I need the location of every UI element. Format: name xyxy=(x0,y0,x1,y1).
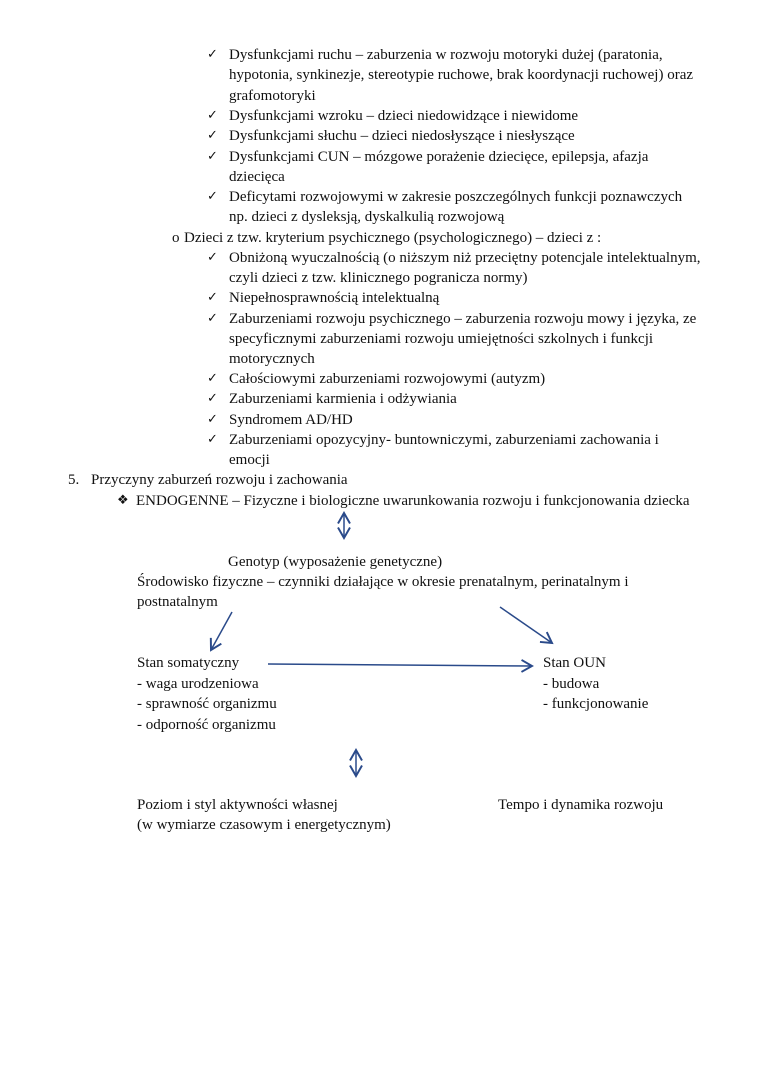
section-number: 5. xyxy=(68,472,80,488)
list-item-line: specyficznymi zaburzeniami rozwoju umiejętności szkolnych i funkcji xyxy=(229,330,654,347)
check-icon: ✓ xyxy=(207,47,218,62)
srodowisko-line: Środowisko fizyczne – czynniki działające w okresie prenatalnym, perinatalnym i xyxy=(137,574,629,590)
check-icon: ✓ xyxy=(207,148,218,164)
list-item-line: Zaburzeniami karmienia i odżywiania xyxy=(229,391,457,408)
genotyp-label: Genotyp (wyposażenie genetyczne) xyxy=(228,554,443,570)
check-icon: ✓ xyxy=(207,290,218,306)
oun-line: Stan OUN xyxy=(543,655,606,671)
srodowisko-line: postnatalnym xyxy=(137,594,218,610)
arrow-somatyczny-oun xyxy=(268,664,532,666)
list-item-line: Całościowymi zaburzeniami rozwojowymi (autyzm) xyxy=(229,371,546,388)
somatyczny-line: - sprawność organizmu xyxy=(137,696,277,712)
list-item-line: Dysfunkcjami ruchu – zaburzenia w rozwoju motoryki dużej (paratonia, xyxy=(229,47,663,63)
list-item-line: czyli dzieci z tzw. klinicznego pogranicza normy) xyxy=(229,270,528,287)
arrow-to-oun xyxy=(500,607,552,643)
tempo-label: Tempo i dynamika rozwoju xyxy=(498,797,664,813)
check-icon: ✓ xyxy=(207,310,218,326)
list-item-line: grafomotoryki xyxy=(229,87,316,104)
check-icon: ✓ xyxy=(207,411,218,427)
oun-line: - funkcjonowanie xyxy=(543,696,649,712)
poziom-line: (w wymiarze czasowym i energetycznym) xyxy=(137,817,391,833)
list-item-line: Deficytami rozwojowymi w zakresie poszczególnych funkcji poznawczych xyxy=(229,189,683,206)
check-icon: ✓ xyxy=(207,189,218,205)
endogenne-heading: ENDOGENNE – Fizyczne i biologiczne uwarunkowania rozwoju i funkcjonowania dziecka xyxy=(136,493,690,509)
list-item-line: Obniżoną wyuczalnością (o niższym niż przeciętny potencjale intelektualnym, xyxy=(229,250,701,266)
check-icon: ✓ xyxy=(207,250,218,265)
check-icon: ✓ xyxy=(207,371,218,387)
list-item-line: Dysfunkcjami CUN – mózgowe porażenie dziecięce, epilepsja, afazja xyxy=(229,148,649,165)
check-icon: ✓ xyxy=(207,391,218,407)
list-item-line: Dysfunkcjami słuchu – dzieci niedosłyszące i niesłyszące xyxy=(229,128,575,145)
somatyczny-line: Stan somatyczny xyxy=(137,655,240,671)
section-title: Przyczyny zaburzeń rozwoju i zachowania xyxy=(91,472,348,488)
check-icon: ✓ xyxy=(207,128,218,144)
oun-line: - budowa xyxy=(543,675,600,692)
list-item-line: np. dzieci z dysleksją, dyskalkulią rozwojową xyxy=(229,209,505,226)
sub-heading: Dzieci z tzw. kryterium psychicznego (psychologicznego) – dzieci z : xyxy=(184,229,602,246)
list-item-line: Niepełnosprawnością intelektualną xyxy=(229,290,440,307)
poziom-line: Poziom i styl aktywności własnej xyxy=(137,797,338,813)
list-item-line: motorycznych xyxy=(229,351,315,367)
list-item-line: Dysfunkcjami wzroku – dzieci niedowidzące i niewidome xyxy=(229,107,579,124)
list-item-line: Zaburzeniami rozwoju psychicznego – zaburzenia rozwoju mowy i języka, ze xyxy=(229,310,697,327)
check-icon: ✓ xyxy=(207,431,218,447)
somatyczny-line: - odporność organizmu xyxy=(137,716,276,733)
diamond-bullet-icon: ❖ xyxy=(117,493,129,508)
arrow-to-somatyczny xyxy=(211,612,232,650)
list-item-line: Syndromem AD/HD xyxy=(229,411,353,428)
circle-bullet-icon: o xyxy=(172,229,180,246)
check-icon: ✓ xyxy=(207,107,218,123)
list-item-line: emocji xyxy=(229,452,270,468)
list-item-line: Zaburzeniami opozycyjny- buntowniczymi, zaburzeniami zachowania i xyxy=(229,431,659,448)
list-item-line: hypotonia, synkinezje, stereotypie ruchowe, brak koordynacji ruchowej) oraz xyxy=(229,67,694,84)
list-item-line: dziecięca xyxy=(229,168,285,185)
somatyczny-line: - waga urodzeniowa xyxy=(137,675,259,692)
